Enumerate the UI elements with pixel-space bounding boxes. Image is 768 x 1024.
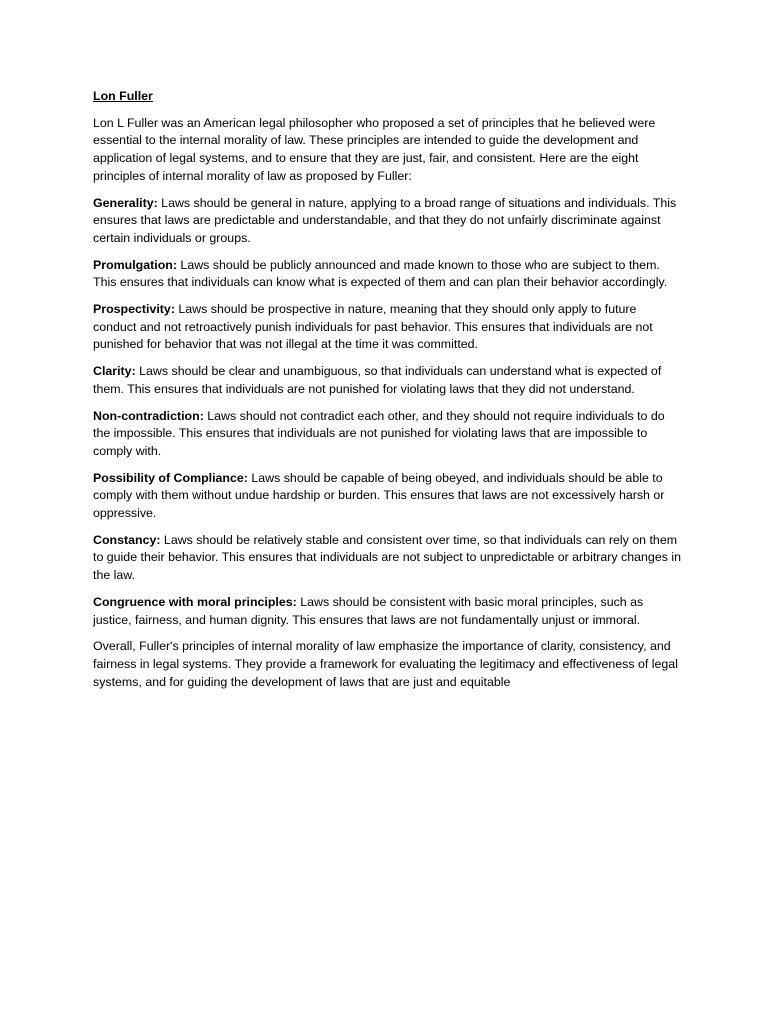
principle-text: Laws should not contradict each other, and they should not require individuals to do the impossible. This ensures that individuals are not punished for violating laws that are impossible to comply with. xyxy=(93,408,665,458)
principle-text: Laws should be prospective in nature, meaning that they should only apply to future conduct and not retroactively punish individuals for past behavior. This ensures that individuals are not punished for behavior that was not illegal at the time it was committed. xyxy=(93,302,653,352)
principle-text: Laws should be publicly announced and made known to those who are subject to them. This ensures that individuals can know what is expected of them and can plan their behavior accordingly. xyxy=(93,257,668,290)
principle-text: Laws should be relatively stable and consistent over time, so that individuals can rely on them to guide their behavior. This ensures that individuals are not subject to unpredictable or arbitrary changes in the law. xyxy=(93,532,681,583)
principle-non-contradiction xyxy=(93,408,683,461)
principle-text: Laws should be consistent with basic moral principles, such as justice, fairness, and human dignity. This ensures that laws are not fundamentally unjust or immoral. xyxy=(93,594,644,627)
principle-text: Laws should be general in nature, applying to a broad range of situations and individuals. This ensures that laws are predictable and understandable, and that they do not unfairly discriminate against certain individuals or groups. xyxy=(93,195,677,245)
principle-generality xyxy=(93,195,683,248)
principle-possibility-of-compliance xyxy=(93,470,683,523)
document-body xyxy=(93,88,683,700)
principle-term: Generality: xyxy=(93,195,158,210)
principle-constancy xyxy=(93,532,683,585)
principle-prospectivity xyxy=(93,301,683,354)
principle-term: Promulgation: xyxy=(93,257,177,272)
principle-promulgation xyxy=(93,257,683,292)
principle-term: Prospectivity: xyxy=(93,302,175,317)
intro-paragraph: Lon L Fuller was an American legal philosopher who proposed a set of principles that he believed were essential to the internal morality of law. These principles are intended to guide the development and application of legal systems, and to ensure that they are just, fair, and consistent. Here are the eight principles of internal morality of law as proposed by Fuller: xyxy=(93,115,656,183)
principle-term: Possibility of Compliance: xyxy=(93,470,248,485)
principle-term: Clarity: xyxy=(93,364,136,379)
principle-term: Congruence with moral principles: xyxy=(93,594,297,609)
principle-term: Non-contradiction: xyxy=(93,408,204,423)
principle-term: Constancy: xyxy=(93,532,161,547)
principle-text: Laws should be capable of being obeyed, and individuals should be able to comply with them without undue hardship or burden. This ensures that laws are not excessively harsh or oppressive. xyxy=(93,470,665,521)
principle-congruence xyxy=(93,594,683,629)
conclusion-paragraph: Overall, Fuller's principles of internal morality of law emphasize the importance of clarity, consistency, and fairness in legal systems. They provide a framework for evaluating the legitimacy and effectiveness of legal systems, and for guiding the development of laws that are just and equitable xyxy=(93,639,678,689)
principle-text: Laws should be clear and unambiguous, so that individuals can understand what is expected of them. This ensures that individuals are not punished for violating laws that they did not understand. xyxy=(93,364,662,396)
document-title: Lon Fuller xyxy=(93,89,153,103)
principle-clarity xyxy=(93,363,683,398)
